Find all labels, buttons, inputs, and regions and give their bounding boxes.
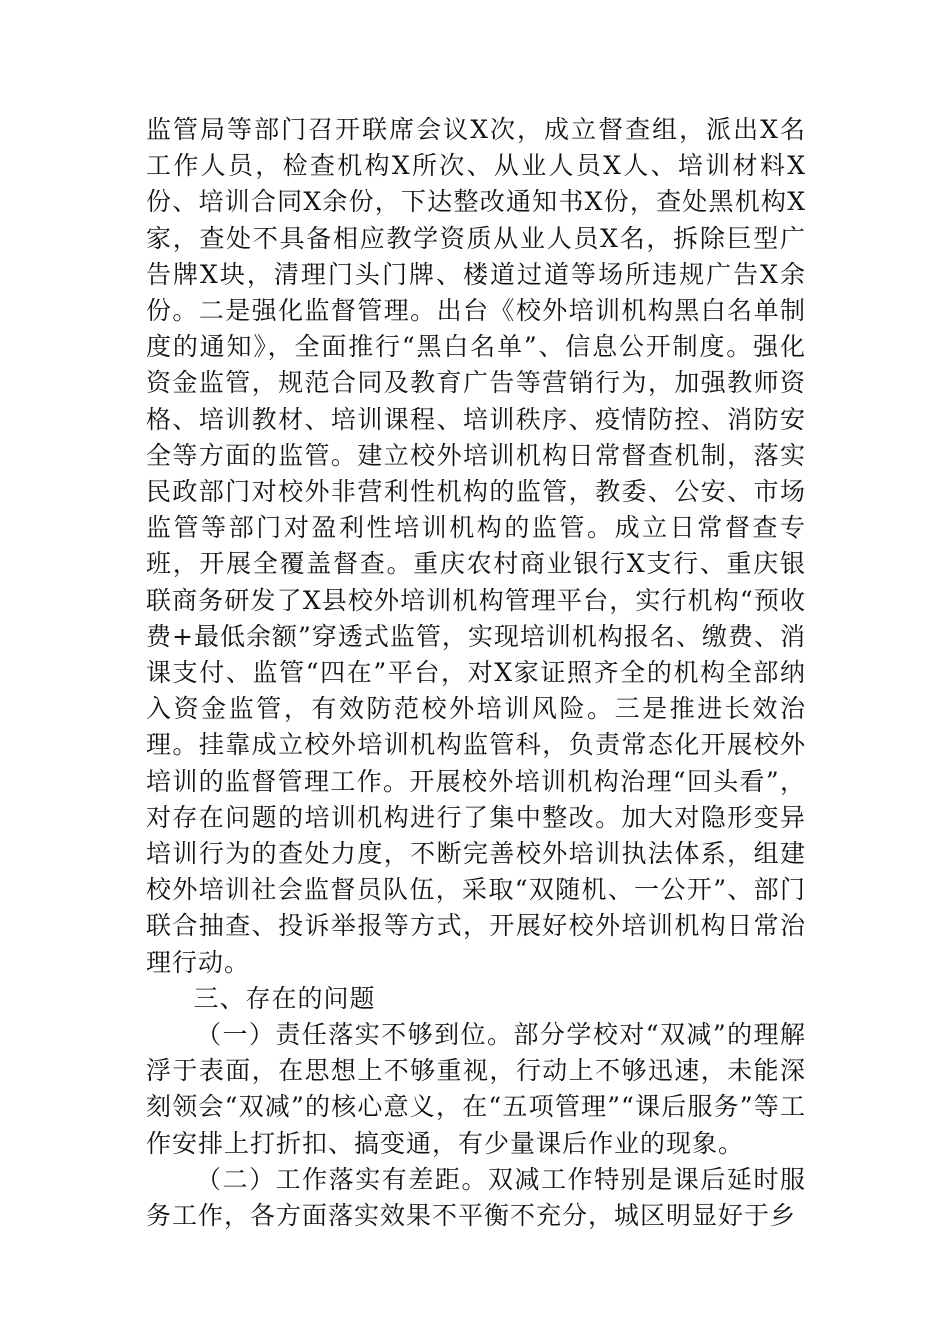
- issue-item-1-lead: （一）责任落实不够到位。: [196, 1020, 514, 1050]
- issue-item-1: [146, 1017, 806, 1162]
- document-body: [146, 112, 806, 1234]
- issue-item-1-body: 部分学校对“双减”的理解浮于表面，在思想上不够重视，行动上不够迅速，未能深刻领会“双减”的核心意义，在“五项管理”“课后服务”等工作安排上打折扣、搞变通，有少量课后作业的现象。: [146, 1020, 806, 1158]
- issue-item-2-lead: （二）工作落实有差距。: [196, 1164, 488, 1194]
- issue-item-2: [146, 1162, 806, 1234]
- issue-item-2-body: 双减工作特别是课后延时服务工作，各方面落实效果不平衡不充分，城区明显好于乡: [146, 1164, 806, 1231]
- section-heading: 三、存在的问题: [193, 983, 376, 1013]
- paragraph-continuation: 监管局等部门召开联席会议X次，成立督查组，派出X名工作人员，检查机构X所次、从业人员X人、培训材料X份、培训合同X余份，下达整改通知书X份，查处黑机构X家，查处不具备相应教学资质从业人员X名，拆除巨型广告牌X块，清理门头门牌、楼道过道等场所违规广告X余份。二是强化监督管理。出台《校外培训机构黑白名单制度的通知》，全面推行“黑白名单”、信息公开制度。强化资金监管，规范合同及教育广告等营销行为，加强教师资格、培训教材、培训课程、培训秩序、疫情防控、消防安全等方面的监管。建立校外培训机构日常督查机制，落实民政部门对校外非营利性机构的监管，教委、公安、市场监管等部门对盈利性培训机构的监管。成立日常督查专班，开展全覆盖督查。重庆农村商业银行X支行、重庆银联商务研发了X县校外培训机构管理平台，实行机构“预收费+最低余额”穿透式监管，实现培训机构报名、缴费、消课支付、监管“四在”平台，对X家证照齐全的机构全部纳入资金监管，有效防范校外培训风险。三是推进长效治理。挂靠成立校外培训机构监管科，负责常态化开展校外培训的监督管理工作。开展校外培训机构治理“回头看”，对存在问题的培训机构进行了集中整改。加大对隐形变异培训行为的查处力度，不断完善校外培训执法体系，组建校外培训社会监督员队伍，采取“双随机、一公开”、部门联合抽查、投诉举报等方式，开展好校外培训机构日常治理行动。: [146, 115, 806, 977]
